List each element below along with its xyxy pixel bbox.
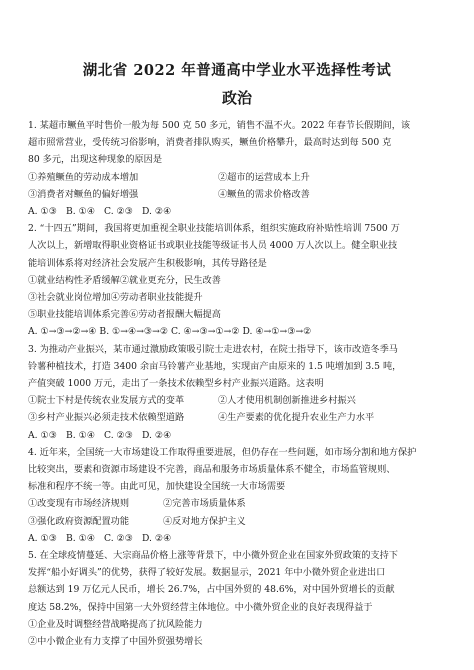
answer-choices (28, 427, 446, 444)
statement-row: ⑤职业技能培训体系完善⑥劳动者报酬大幅提高 (28, 309, 221, 321)
answer-choice: C. ②③ (104, 206, 134, 218)
answer-choice: B. ①④ (66, 206, 96, 218)
answer-choices (28, 203, 446, 220)
statement-row: ③社会就业岗位增加④劳动者职业技能提升 (28, 292, 203, 304)
answer-choice: D. ②④ (142, 429, 172, 441)
exam-title: 湖北省 2022 年普通高中学业水平选择性考试 (82, 62, 392, 79)
statement-row (28, 186, 446, 203)
statement-option: ②人才使用机制创新推进乡村振兴 (218, 395, 356, 407)
answer-choice: A. ①③ (28, 429, 57, 441)
statement-option: ④鳜鱼的需求价格改善 (218, 188, 310, 200)
question-text-line: 人次以上，新增取得职业资格证书或职业技能等级证书人员 4000 万人次以上。健全职业技 (28, 240, 398, 252)
answer-choices: A. ①→③→②→④ B. ①→④→③→② C. ④→③→①→② D. ④→①→③→② (28, 326, 312, 338)
answer-choices (28, 530, 446, 547)
question-text-line: 5. 在全球疫情蔓延、大宗商品价格上涨等背景下，中小微外贸企业在国家外贸政策的支持下 (28, 550, 398, 562)
statement-option: ③消费者对鳜鱼的偏好增强 (28, 188, 139, 200)
statement-option: ③强化政府资源配置功能 (28, 515, 130, 527)
question-text-line: 能培训体系将对经济社会发展产生积极影响，其传导路径是 (28, 257, 267, 269)
question-text-line: 1. 某超市鳜鱼平时售价一般为每 500 克 50 多元，销售不温不火。2022 年春节长假期间，该 (28, 120, 411, 131)
statement-row: ②中小微企业有力支撑了中国外贸强势增长 (28, 636, 203, 648)
answer-choice: D. ②④ (142, 532, 172, 544)
question-text-line: 3. 为推动产业振兴，某市通过激励政策吸引院士走进农村，在院士指导下，该市改造冬季马 (28, 343, 398, 355)
statement-row (28, 392, 446, 409)
statement-option: ④生产要素的优化提升农业生产力水平 (218, 412, 375, 424)
statement-row (28, 513, 446, 530)
answer-choice: A. ①③ (28, 532, 57, 544)
answer-choice: B. ①④ (66, 429, 96, 441)
question-text-line: 4. 近年来，全国统一大市场建设工作取得重要进展，但仍存在一些问题，如市场分割和地方保护 (28, 446, 417, 458)
exam-subject: 政治 (221, 89, 252, 107)
question-3 (28, 341, 446, 444)
question-text-line: 80 多元，出现这种现象的原因是 (28, 154, 163, 166)
question-text-line: 铃薯种植技术，打造 3400 余亩马铃薯产业基地，实现亩产由原来的 1.5 吨增加到 3.5 吨， (28, 360, 402, 372)
statement-option: ①养殖鳜鱼的劳动成本增加 (28, 171, 139, 183)
question-text-line: 2. “十四五”期间，我国将更加重视全职业技能培训体系，组织实施政府补贴性培训 7500 万 (28, 223, 400, 235)
question-text-line: 产值突破 1000 万元，走出了一条技术依赖型乡村产业振兴道路。这表明 (28, 378, 324, 390)
answer-choice: A. ①③ (28, 206, 57, 218)
statement-option: ③乡村产业振兴必须走技术依赖型道路 (28, 412, 185, 424)
question-4 (28, 444, 446, 547)
question-text-line: 比较突出，要素和资源市场建设不完善，商品和服务市场质量体系不健全，市场监管规则、 (28, 464, 396, 476)
question-5 (28, 547, 446, 650)
statement-row (28, 409, 446, 426)
question-text-line: 总额达到 19 万亿元人民币，增长 26.7%，占中国外贸的 48.6%，对中国外贸增长的贡献 (28, 584, 395, 596)
question-1 (28, 117, 446, 220)
statement-row (28, 169, 446, 186)
statement-option: ①院士下村是传统农业发展方式的变革 (28, 395, 185, 407)
statement-option: ②完善市场质量体系 (163, 498, 246, 510)
answer-choice: B. ①④ (66, 532, 96, 544)
answer-choice: C. ②③ (104, 532, 134, 544)
statement-option: ②超市的运营成本上升 (218, 171, 310, 183)
statement-option: ①改变现有市场经济规则 (28, 498, 130, 510)
question-text-line: 标准和程序不统一等。由此可见，加快建设全国统一大市场需要 (28, 481, 286, 493)
answer-choice: C. ②③ (104, 429, 134, 441)
statement-option: ④反对地方保护主义 (163, 515, 246, 527)
statement-row (28, 495, 446, 512)
question-2 (28, 220, 446, 340)
question-text-line: 超市照常营业，受传统习俗影响，消费者排队购买，鳜鱼价格攀升，最高时达到每 500 克 (28, 137, 392, 149)
question-text-line: 发挥“船小好调头”的优势，获得了较好发展。数据显示，2021 年中小微外贸企业进出口 (28, 567, 386, 579)
question-text-line: 度达 58.2%，保持中国第一大外贸经营主体地位。中小微外贸企业的良好表现得益于 (28, 601, 373, 613)
statement-row: ①就业结构性矛盾缓解②就业更充分，民生改善 (28, 274, 221, 286)
statement-row: ①企业及时调整经营战略提高了抗风险能力 (28, 618, 203, 630)
answer-choice: D. ②④ (142, 206, 172, 218)
